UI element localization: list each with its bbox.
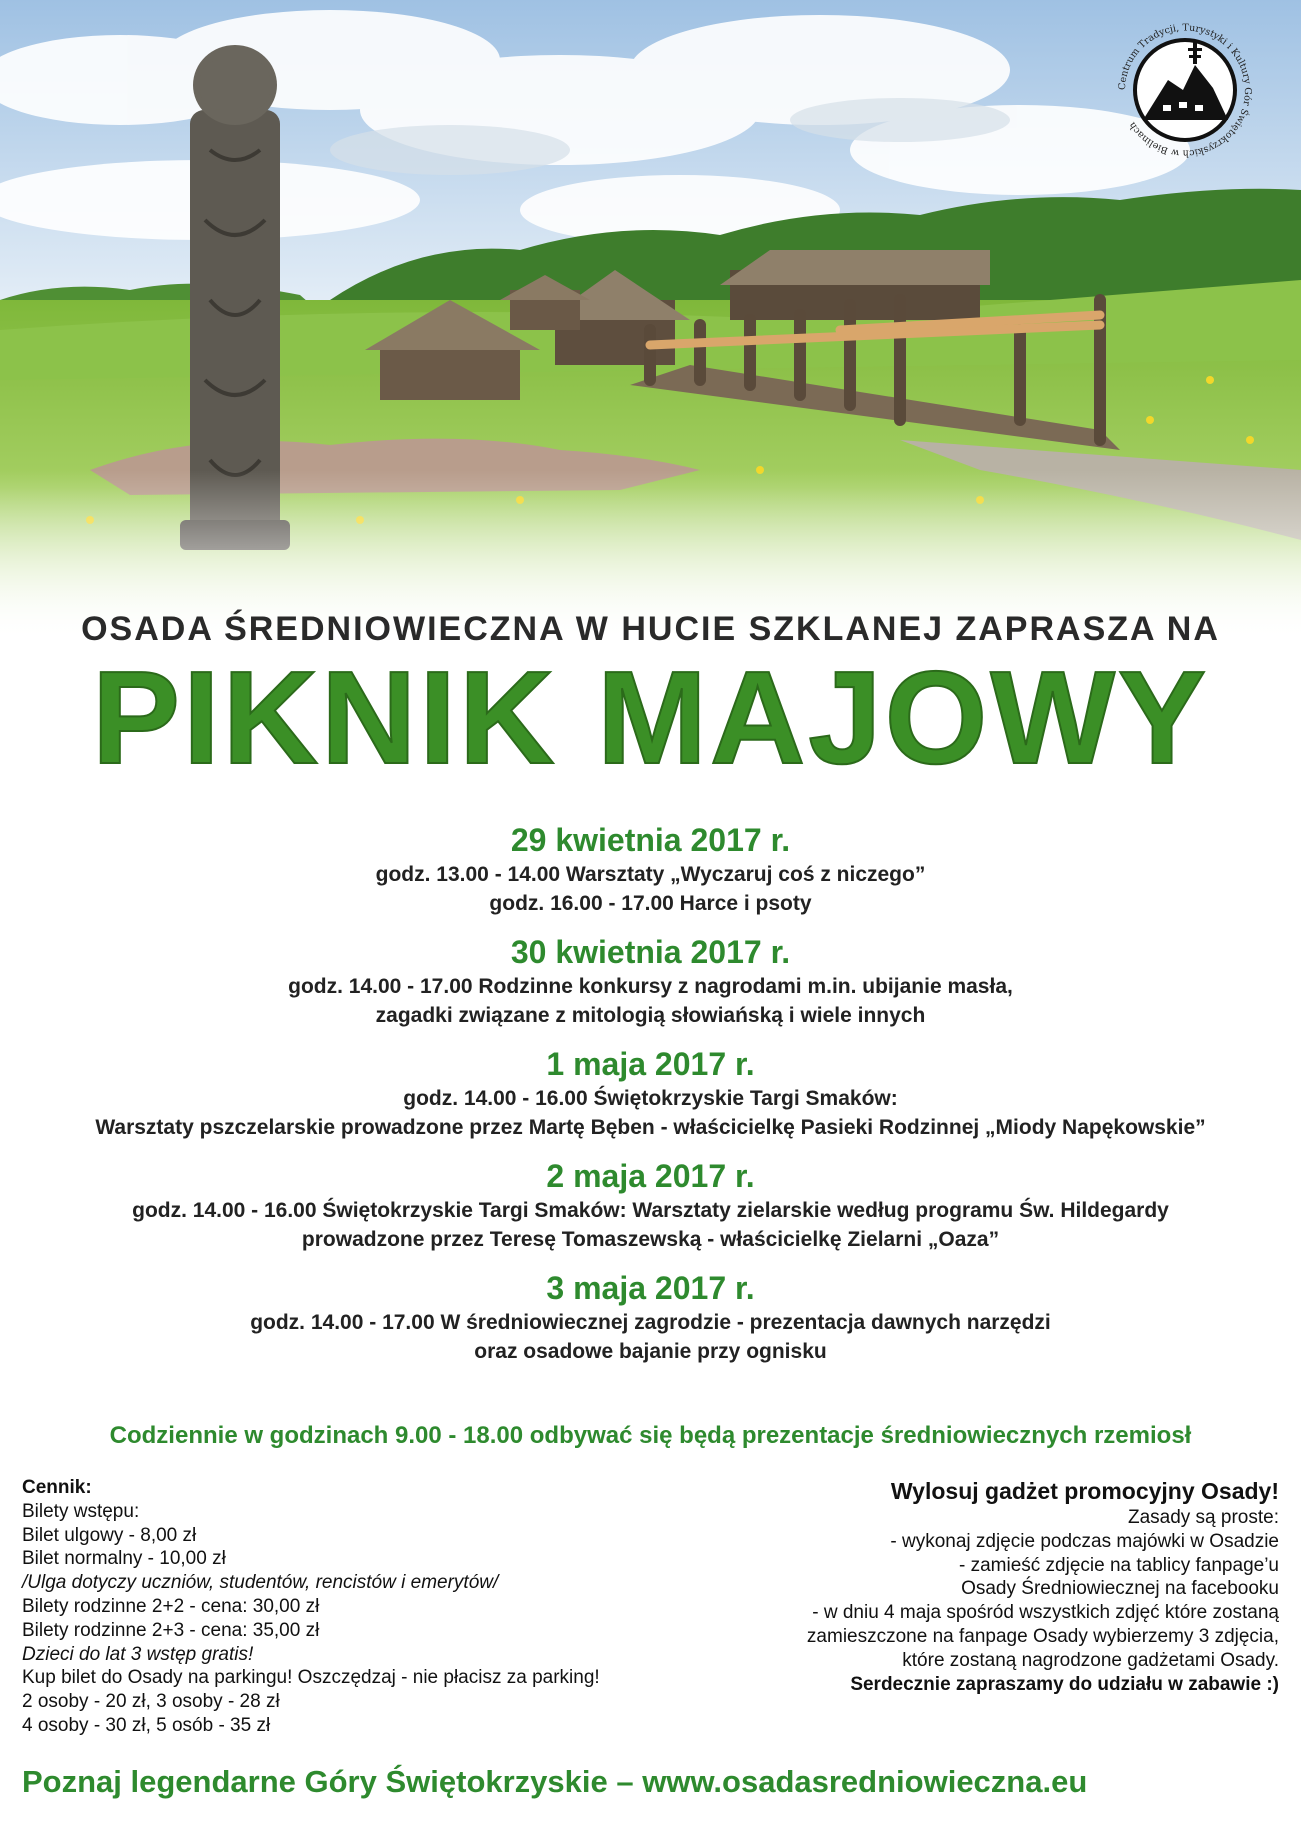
price-line: Kup bilet do Osady na parkingu! Oszczędzaj - nie płacisz za parking!	[22, 1667, 600, 1689]
price-line: 2 osoby - 20 zł, 3 osoby - 28 zł	[22, 1691, 280, 1713]
schedule	[0, 820, 1301, 1380]
schedule-day	[0, 1044, 1301, 1142]
price-line: Bilet normalny - 10,00 zł	[22, 1548, 226, 1570]
schedule-day	[0, 1268, 1301, 1366]
day-line: Warsztaty pszczelarskie prowadzone przez Martę Bęben - właścicielkę Pasieki Rodzinnej „Miody Napękowskie”	[95, 1116, 1206, 1139]
contest-line: Serdecznie zapraszamy do udziału w zabawie :)	[850, 1673, 1279, 1695]
schedule-day	[0, 820, 1301, 918]
main-title: PIKNIK MAJOWY	[91, 644, 1210, 791]
price-line: Bilety wstępu:	[22, 1500, 140, 1522]
day-line: godz. 16.00 - 17.00 Harce i psoty	[489, 892, 812, 915]
contest-line: - w dniu 4 maja spośród wszystkich zdjęć które zostaną	[812, 1602, 1279, 1624]
contest-line: Zasady są proste:	[1127, 1507, 1279, 1528]
daily-note: Codziennie w godzinach 9.00 - 18.00 odbywać się będą prezentacje średniowiecznych rzemiosł	[109, 1422, 1192, 1449]
day-line: godz. 14.00 - 17.00 W średniowiecznej zagrodzie - prezentacja dawnych narzędzi	[250, 1311, 1051, 1334]
contest-line: Osady Średniowiecznej na facebooku	[961, 1578, 1279, 1600]
day-date: 29 kwietnia 2017 r.	[510, 822, 791, 858]
logo	[1083, 10, 1288, 170]
contest-line: zamieszczone na fanpage Osady wybierzemy 3 zdjęcia,	[806, 1625, 1279, 1647]
day-line: zagadki związane z mitologią słowiańską i wiele innych	[375, 1004, 926, 1027]
price-line: Bilety rodzinne 2+2 - cena: 30,00 zł	[22, 1595, 320, 1617]
day-date: 30 kwietnia 2017 r.	[510, 934, 791, 970]
day-line: godz. 14.00 - 16.00 Świętokrzyskie Targi Smaków: Warsztaty zielarskie według programu Św. Hildegardy	[132, 1199, 1169, 1222]
contest-line: - zamieść zdjęcie na tablicy fanpage’u	[958, 1554, 1279, 1576]
footer: Poznaj legendarne Góry Świętokrzyskie – www.osadasredniowieczna.eu	[22, 1764, 1088, 1799]
price-line: Bilet ulgowy - 8,00 zł	[22, 1524, 197, 1546]
day-date: 1 maja 2017 r.	[546, 1046, 755, 1082]
day-date: 3 maja 2017 r.	[546, 1270, 755, 1306]
day-line: godz. 13.00 - 14.00 Warsztaty „Wyczaruj coś z niczego”	[375, 863, 926, 886]
day-line: oraz osadowe bajanie przy ognisku	[474, 1340, 827, 1363]
price-list	[22, 1476, 722, 1738]
schedule-day	[0, 932, 1301, 1030]
price-line: 4 osoby - 30 zł, 5 osób - 35 zł	[22, 1714, 271, 1736]
day-line: prowadzone przez Teresę Tomaszewską - właścicielkę Zielarni „Oaza”	[301, 1228, 1000, 1251]
contest-line: - wykonaj zdjęcie podczas majówki w Osadzie	[890, 1530, 1279, 1552]
price-line: Dzieci do lat 3 wstęp gratis!	[22, 1643, 254, 1665]
subtitle: OSADA ŚREDNIOWIECZNA W HUCIE SZKLANEJ ZAPRASZA NA	[81, 610, 1220, 648]
price-line: Bilety rodzinne 2+3 - cena: 35,00 zł	[22, 1619, 320, 1641]
day-line: godz. 14.00 - 16.00 Świętokrzyskie Targi Smaków:	[403, 1087, 898, 1110]
price-list-heading: Cennik:	[22, 1477, 92, 1498]
day-line: godz. 14.00 - 17.00 Rodzinne konkursy z nagrodami m.in. ubijanie masła,	[288, 975, 1013, 998]
price-line: /Ulga dotyczy uczniów, studentów, rencistów i emerytów/	[22, 1572, 499, 1594]
logo-arc-text: Centrum Tradycji, Turystyki i Kultury Gór Świętokrzyskich w Bielinach	[1116, 22, 1254, 159]
schedule-day	[0, 1156, 1301, 1254]
contest-title: Wylosuj gadżet promocyjny Osady!	[890, 1478, 1279, 1504]
contest-line: które zostaną nagrodzone gadżetami Osady.	[902, 1649, 1279, 1671]
contest	[659, 1476, 1279, 1696]
day-date: 2 maja 2017 r.	[546, 1158, 755, 1194]
